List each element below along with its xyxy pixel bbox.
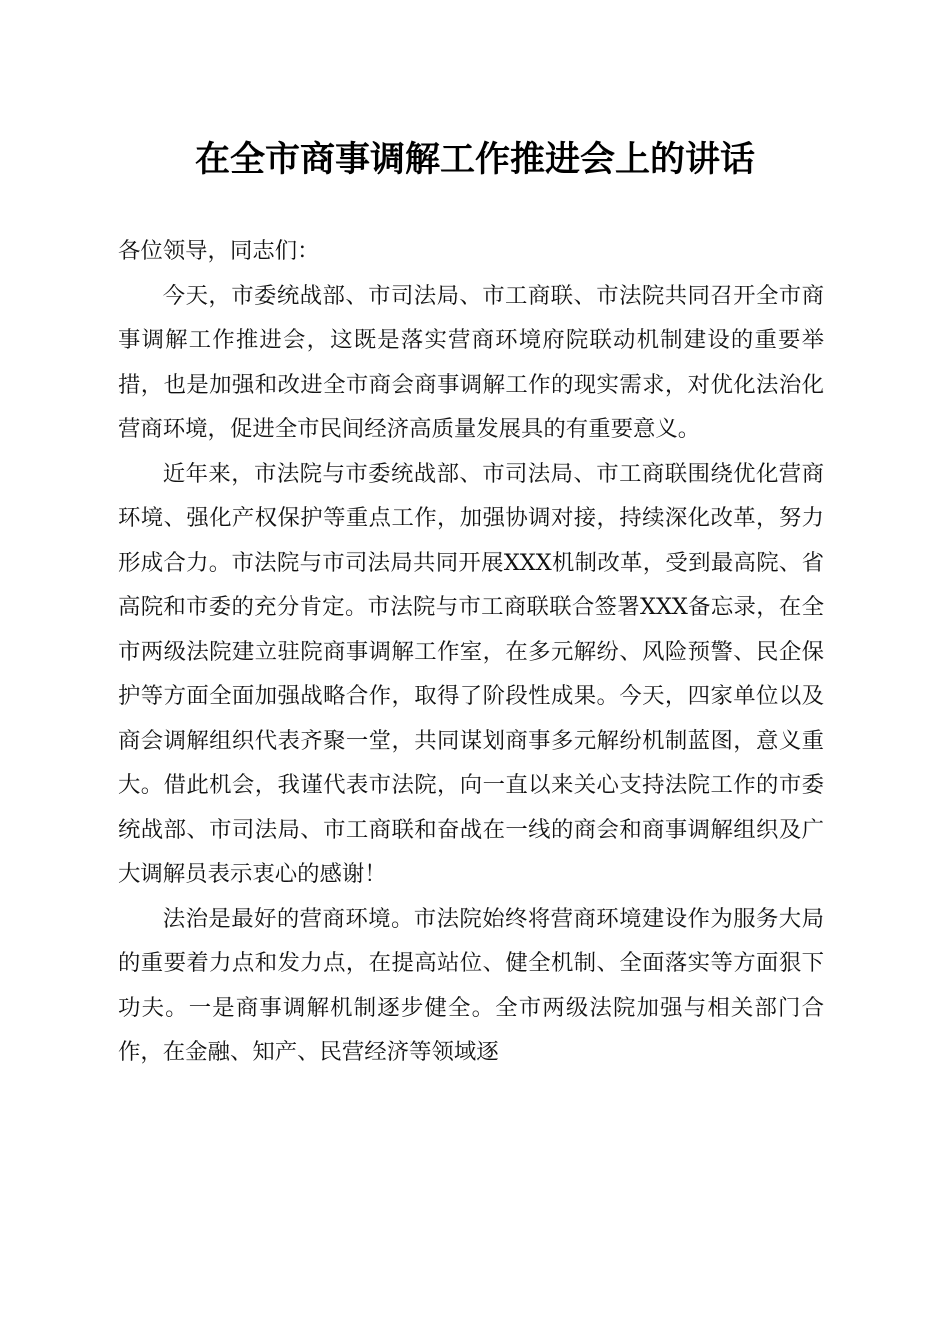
salutation: 各位领导，同志们： <box>118 238 320 264</box>
paragraph-2: 近年来，市法院与市委统战部、市司法局、市工商联围绕优化营商环境、强化产权保护等重点工作，加强协调对接，持续深化改革，努力形成合力。市法院与市司法局共同开展XXX机制改革，受到最高院、省高院和市委的充分肯定。市法院与市工商联联合签署XXX备忘录，在全市两级法院建立驻院商事调解工作室，在多元解纷、风险预警、民企保护等方面全面加强战略合作，取得了阶段性成果。今天，四家单位以及商会调解组织代表齐聚一堂，共同谋划商事多元解纷机制蓝图，意义重大。借此机会，我谨代表市法院，向一直以来关心支持法院工作的市委统战部、市司法局、市工商联和奋战在一线的商会和商事调解组织及广大调解员表示衷心的感谢！ <box>118 460 824 887</box>
document-body <box>118 229 824 1075</box>
paragraph-3: 法治是最好的营商环境。市法院始终将营商环境建设作为服务大局的重要着力点和发力点，在提高站位、健全机制、全面落实等方面狠下功夫。一是商事调解机制逐步健全。全市两级法院加强与相关部门合作，在金融、知产、民营经济等领域逐 <box>118 905 824 1065</box>
paragraph-1: 今天，市委统战部、市司法局、市工商联、市法院共同召开全市商事调解工作推进会，这既是落实营商环境府院联动机制建设的重要举措，也是加强和改进全市商会商事调解工作的现实需求，对优化法治化营商环境，促进全市民间经济高质量发展具的有重要意义。 <box>118 282 824 442</box>
document-title: 在全市商事调解工作推进会上的讲话 <box>194 139 755 180</box>
